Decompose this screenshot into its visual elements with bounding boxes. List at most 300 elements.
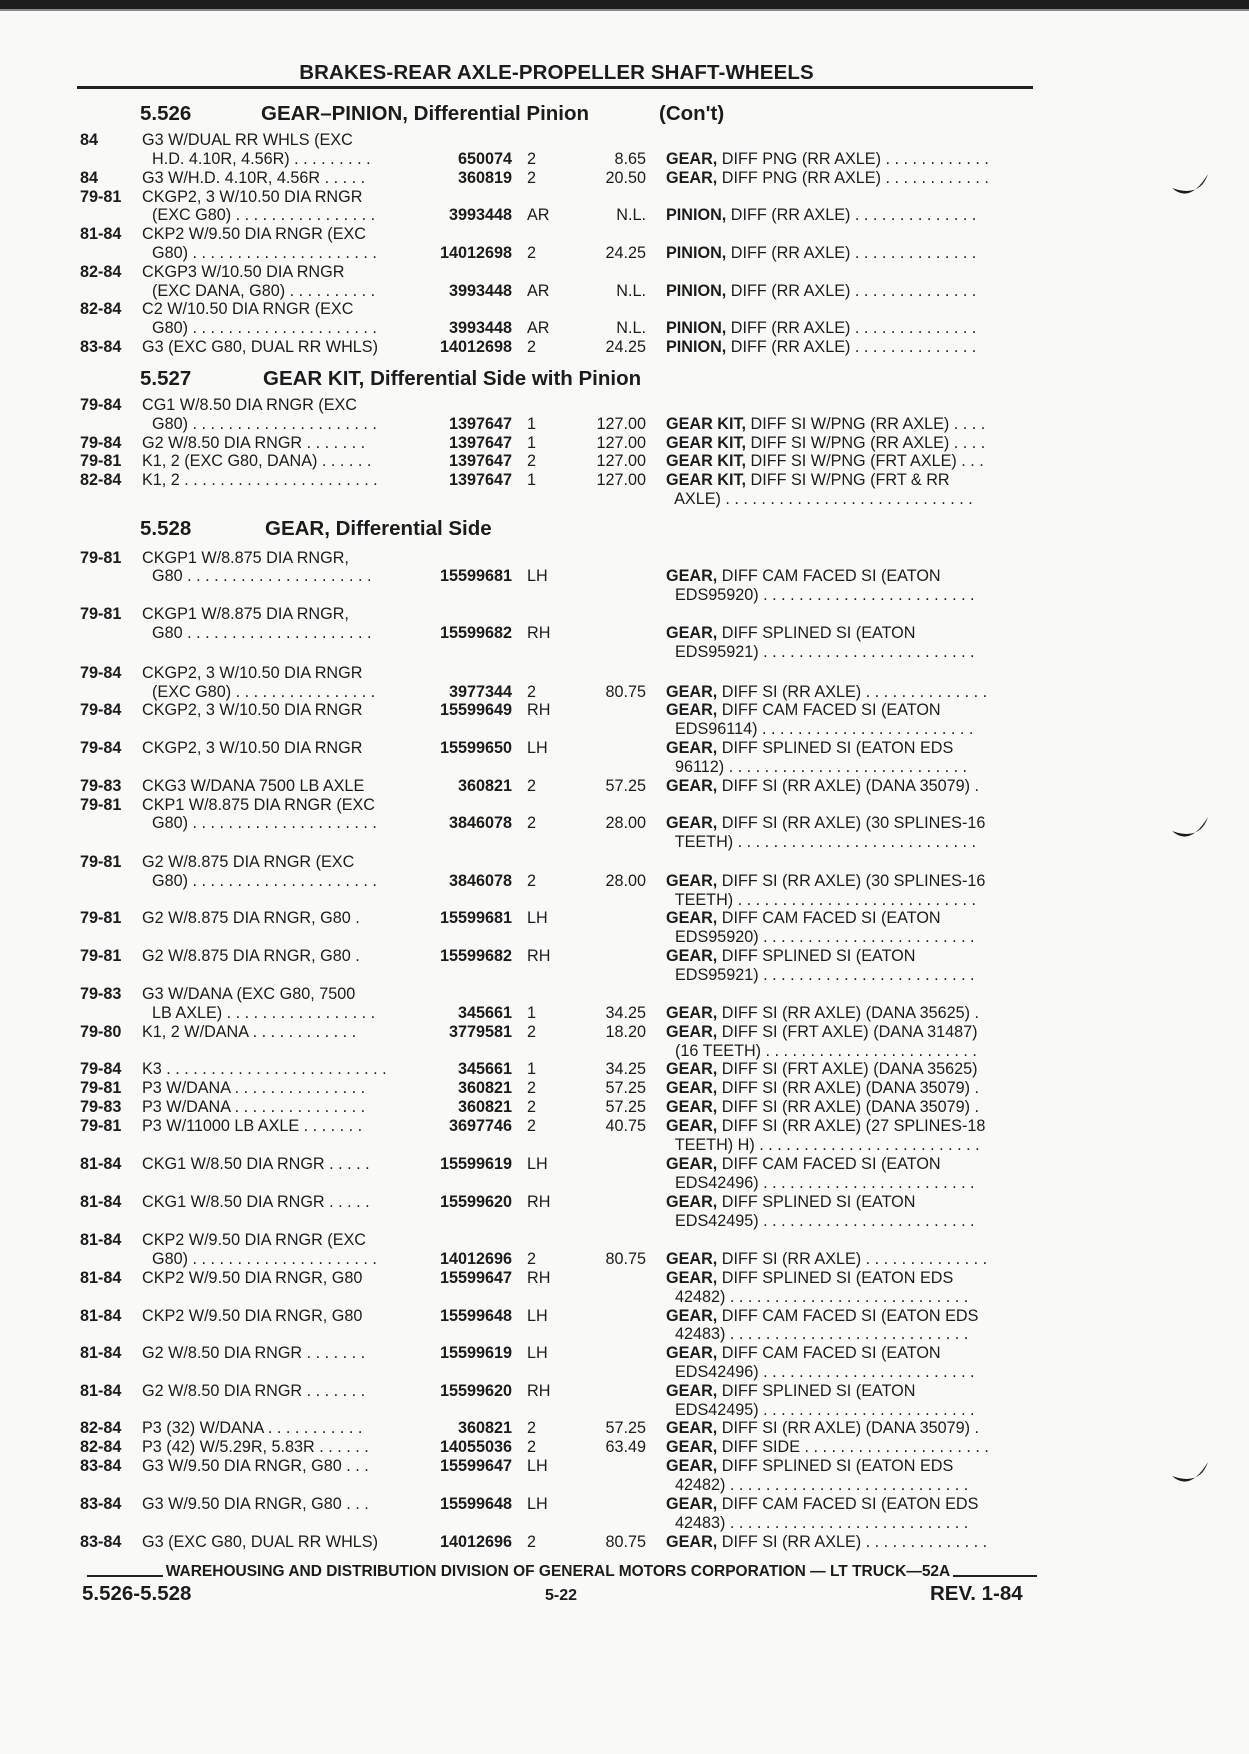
model-years: 79-81: [80, 1079, 122, 1097]
list-item: [0, 853, 1040, 872]
part-description-text: DIFF SPLINED SI (EATON: [717, 947, 916, 965]
model-application: CKGP2, 3 W/10.50 DIA RNGR: [142, 188, 363, 206]
quantity: RH: [527, 1269, 551, 1287]
list-price: 24.25: [605, 338, 646, 356]
list-item: [0, 664, 1040, 683]
part-description: [666, 1042, 1036, 1061]
model-years: 79-81: [80, 188, 122, 206]
section-number: 5.526: [140, 102, 192, 125]
quantity: AR: [527, 319, 550, 337]
model-application: K1, 2 (EXC G80, DANA) . . . . . .: [142, 452, 372, 470]
model-years: 79-84: [80, 1060, 122, 1078]
quantity: LH: [527, 1495, 548, 1513]
list-item: [0, 1231, 1040, 1250]
part-number: 3993448: [448, 282, 512, 300]
list-price: 80.75: [605, 1250, 646, 1268]
model-application: H.D. 4.10R, 4.56R) . . . . . . . . .: [152, 150, 371, 168]
part-noun: GEAR,: [666, 814, 718, 832]
part-description: [666, 683, 1036, 702]
part-description-text: DIFF SI W/PNG (RR AXLE) . . . .: [746, 434, 986, 452]
part-description: [666, 1344, 1036, 1363]
quantity: 1: [527, 434, 537, 452]
model-application: G3 (EXC G80, DUAL RR WHLS): [142, 338, 378, 356]
section-continued: (Con't): [659, 102, 725, 125]
part-description: [666, 909, 1036, 928]
model-years: 79-84: [80, 701, 122, 719]
part-number: 3779581: [448, 1023, 512, 1041]
model-years: 83-84: [80, 338, 122, 356]
part-noun: GEAR,: [666, 1307, 718, 1325]
model-application: K1, 2 W/DANA . . . . . . . . . . . .: [142, 1023, 357, 1041]
part-number: 3846078: [448, 814, 512, 832]
part-noun: GEAR,: [666, 624, 718, 642]
model-years: 82-84: [80, 300, 122, 318]
model-application: (EXC G80) . . . . . . . . . . . . . . . .: [152, 206, 376, 224]
part-noun: PINION,: [666, 282, 727, 300]
list-item: [0, 720, 1040, 739]
list-item: [0, 701, 1040, 720]
list-price: 28.00: [605, 814, 646, 832]
model-years: 79-83: [80, 1098, 122, 1116]
list-item: [0, 1307, 1040, 1326]
part-description: [666, 1269, 1036, 1288]
part-description-text: DIFF (RR AXLE) . . . . . . . . . . . . . .: [726, 244, 977, 262]
quantity: 2: [527, 872, 537, 890]
model-years: 83-84: [80, 1533, 122, 1551]
list-price: 127.00: [596, 434, 646, 452]
list-item: [0, 947, 1040, 966]
list-price: 63.49: [605, 1438, 646, 1456]
list-item: [0, 1117, 1040, 1136]
part-description: [666, 720, 1036, 739]
part-noun: GEAR,: [666, 777, 718, 795]
part-number: 15599647: [439, 1269, 512, 1287]
quantity: RH: [527, 624, 551, 642]
model-application: CKGP2, 3 W/10.50 DIA RNGR: [142, 664, 363, 682]
list-item: [0, 1098, 1040, 1117]
model-years: 81-84: [80, 1307, 122, 1325]
part-description: [666, 833, 1036, 852]
model-application: CKG1 W/8.50 DIA RNGR . . . . .: [142, 1193, 370, 1211]
model-application: LB AXLE) . . . . . . . . . . . . . . . . .: [152, 1004, 376, 1022]
list-item: [0, 396, 1040, 415]
list-item: [0, 1325, 1040, 1344]
list-item: [0, 586, 1040, 605]
model-application: CKGP1 W/8.875 DIA RNGR,: [142, 549, 349, 567]
list-price: 34.25: [605, 1060, 646, 1078]
quantity: LH: [527, 739, 548, 757]
list-price: 57.25: [605, 777, 646, 795]
model-application: G80) . . . . . . . . . . . . . . . . . . . . .: [152, 415, 377, 433]
quantity: LH: [527, 909, 548, 927]
list-item: [0, 1042, 1040, 1061]
quantity: RH: [527, 947, 551, 965]
part-description: [666, 567, 1036, 586]
part-description-text: DIFF SI (RR AXLE) (DANA 35079) .: [717, 777, 980, 795]
quantity: 1: [527, 1004, 537, 1022]
quantity: 1: [527, 415, 537, 433]
part-description-text: DIFF SI (RR AXLE) (DANA 35079) .: [717, 1419, 980, 1437]
quantity: 2: [527, 1023, 537, 1041]
part-description-text: DIFF SI (FRT AXLE) (DANA 35625): [717, 1060, 978, 1078]
quantity: 2: [527, 1250, 537, 1268]
part-description-text: EDS95921) . . . . . . . . . . . . . . . . . . . . . . . .: [666, 966, 975, 984]
model-application: P3 W/DANA . . . . . . . . . . . . . . .: [142, 1098, 366, 1116]
model-application: P3 (32) W/DANA . . . . . . . . . . .: [142, 1419, 363, 1437]
quantity: LH: [527, 1457, 548, 1475]
model-application: G2 W/8.875 DIA RNGR, G80 .: [142, 947, 360, 965]
footer-division-text: WAREHOUSING AND DISTRIBUTION DIVISION OF GENERAL MOTORS CORPORATION — LT TRUCK—52A: [163, 1563, 954, 1580]
part-noun: GEAR,: [666, 947, 718, 965]
list-price: 20.50: [605, 169, 646, 187]
punch-hole-shadow: [1170, 1458, 1210, 1492]
part-noun: GEAR,: [666, 872, 718, 890]
part-description: [666, 319, 1036, 338]
list-item: [0, 1457, 1040, 1476]
quantity: RH: [527, 701, 551, 719]
part-noun: GEAR,: [666, 567, 718, 585]
list-item: [0, 909, 1040, 928]
part-description: [666, 169, 1036, 188]
quantity: 2: [527, 1533, 537, 1551]
model-application: (EXC G80) . . . . . . . . . . . . . . . .: [152, 683, 376, 701]
list-item: [0, 1514, 1040, 1533]
page-header-title: BRAKES-REAR AXLE-PROPELLER SHAFT-WHEELS: [299, 61, 814, 84]
part-description: [666, 471, 1036, 490]
list-item: [0, 928, 1040, 947]
part-description: [666, 701, 1036, 720]
part-description-text: DIFF SPLINED SI (EATON: [717, 624, 916, 642]
list-item: [0, 1136, 1040, 1155]
part-number: 15599619: [439, 1155, 512, 1173]
list-price: 57.25: [605, 1079, 646, 1097]
part-description-text: DIFF SI (RR AXLE) (30 SPLINES-16: [717, 872, 986, 890]
model-years: 79-84: [80, 739, 122, 757]
list-price: 80.75: [605, 683, 646, 701]
list-item: [0, 225, 1040, 244]
list-price: 28.00: [605, 872, 646, 890]
model-application: CKP2 W/9.50 DIA RNGR, G80: [142, 1269, 363, 1287]
scan-top-edge-shadow: [0, 9, 1249, 11]
part-number: 360821: [457, 1419, 512, 1437]
model-application: CKG3 W/DANA 7500 LB AXLE: [142, 777, 365, 795]
part-description-text: DIFF SI W/PNG (RR AXLE) . . . .: [746, 415, 986, 433]
model-application: CKP1 W/8.875 DIA RNGR (EXC: [142, 796, 375, 814]
footer-division: [77, 1563, 1039, 1581]
part-description: [666, 1363, 1036, 1382]
footer-section-range: 5.526-5.528: [82, 1582, 192, 1605]
section-title: GEAR, Differential Side: [265, 517, 492, 540]
list-item: [0, 777, 1040, 796]
model-years: 82-84: [80, 1438, 122, 1456]
section-title: GEAR–PINION, Differential Pinion: [261, 102, 590, 125]
part-description: [666, 928, 1036, 947]
section-title: GEAR KIT, Differential Side with Pinion: [263, 367, 642, 390]
part-description: [666, 643, 1036, 662]
part-description-text: DIFF PNG (RR AXLE) . . . . . . . . . . . .: [717, 169, 989, 187]
part-description: [666, 1079, 1036, 1098]
list-item: [0, 1363, 1040, 1382]
list-item: [0, 624, 1040, 643]
scan-top-edge: [0, 0, 1249, 9]
part-noun: GEAR,: [666, 1004, 718, 1022]
list-item: [0, 1288, 1040, 1307]
model-years: 83-84: [80, 1495, 122, 1513]
part-description: [666, 1419, 1036, 1438]
quantity: 2: [527, 814, 537, 832]
model-years: 79-81: [80, 452, 122, 470]
part-noun: GEAR,: [666, 1382, 718, 1400]
model-years: 79-83: [80, 777, 122, 795]
list-item: [0, 150, 1040, 169]
part-noun: GEAR,: [666, 1344, 718, 1362]
model-years: 79-84: [80, 434, 122, 452]
part-description-text: DIFF SPLINED SI (EATON: [717, 1193, 916, 1211]
part-noun: GEAR,: [666, 1438, 718, 1456]
part-number: 345661: [457, 1004, 512, 1022]
part-number: 360821: [457, 1098, 512, 1116]
list-item: [0, 1533, 1040, 1552]
model-application: G3 (EXC G80, DUAL RR WHLS): [142, 1533, 378, 1551]
part-description: [666, 338, 1036, 357]
part-number: 14012696: [439, 1250, 512, 1268]
list-item: [0, 814, 1040, 833]
list-item: [0, 1401, 1040, 1420]
part-number: 14055036: [439, 1438, 512, 1456]
part-noun: GEAR,: [666, 1079, 718, 1097]
model-application: CKGP2, 3 W/10.50 DIA RNGR: [142, 739, 363, 757]
part-description-text: DIFF SI W/PNG (FRT & RR: [746, 471, 950, 489]
part-noun: GEAR,: [666, 739, 718, 757]
part-number: 3697746: [448, 1117, 512, 1135]
list-item: [0, 1023, 1040, 1042]
list-price: 34.25: [605, 1004, 646, 1022]
list-item: [0, 985, 1040, 1004]
part-noun: PINION,: [666, 319, 727, 337]
list-item: [0, 549, 1040, 568]
list-item: [0, 966, 1040, 985]
part-number: 360819: [457, 169, 512, 187]
part-number: 15599620: [439, 1193, 512, 1211]
part-description: [666, 1023, 1036, 1042]
part-noun: GEAR KIT,: [666, 415, 747, 433]
part-description: [666, 1495, 1036, 1514]
list-price: N.L.: [616, 206, 646, 224]
model-years: 79-80: [80, 1023, 122, 1041]
list-item: [0, 1344, 1040, 1363]
part-description: [666, 1004, 1036, 1023]
part-description-text: EDS42496) . . . . . . . . . . . . . . . . . . . . . . . .: [666, 1174, 975, 1192]
model-application: G80 . . . . . . . . . . . . . . . . . . . . .: [152, 567, 372, 585]
part-description: [666, 1155, 1036, 1174]
part-description-text: EDS42495) . . . . . . . . . . . . . . . . . . . . . . . .: [666, 1401, 975, 1419]
list-item: [0, 263, 1040, 282]
part-number: 15599681: [439, 567, 512, 585]
model-application: CKGP3 W/10.50 DIA RNGR: [142, 263, 345, 281]
part-noun: PINION,: [666, 244, 727, 262]
part-noun: GEAR,: [666, 1457, 718, 1475]
part-description-text: DIFF SI (RR AXLE) (DANA 35079) .: [717, 1098, 980, 1116]
part-description-text: DIFF SI (RR AXLE) . . . . . . . . . . . . . .: [717, 683, 988, 701]
part-number: 360821: [457, 1079, 512, 1097]
part-description: [666, 1438, 1036, 1457]
part-description-text: DIFF CAM FACED SI (EATON: [717, 567, 941, 585]
list-item: [0, 471, 1040, 490]
model-application: CKG1 W/8.50 DIA RNGR . . . . .: [142, 1155, 370, 1173]
quantity: 1: [527, 471, 537, 489]
part-number: 15599648: [439, 1495, 512, 1513]
part-number: 1397647: [448, 452, 512, 470]
list-item: [0, 1155, 1040, 1174]
part-description: [666, 1382, 1036, 1401]
quantity: AR: [527, 282, 550, 300]
part-description-text: DIFF CAM FACED SI (EATON EDS: [717, 1495, 979, 1513]
list-item: [0, 1438, 1040, 1457]
part-noun: GEAR,: [666, 150, 718, 168]
part-description-text: DIFF SI (RR AXLE) (DANA 35079) .: [717, 1079, 980, 1097]
list-item: [0, 1004, 1040, 1023]
list-item: [0, 1174, 1040, 1193]
list-price: 127.00: [596, 471, 646, 489]
model-application: G80) . . . . . . . . . . . . . . . . . . . . .: [152, 814, 377, 832]
list-item: [0, 1193, 1040, 1212]
part-number: 15599682: [439, 624, 512, 642]
part-description: [666, 1212, 1036, 1231]
part-noun: GEAR,: [666, 1155, 718, 1173]
quantity: RH: [527, 1193, 551, 1211]
part-noun: PINION,: [666, 206, 727, 224]
list-item: [0, 796, 1040, 815]
part-description: [666, 282, 1036, 301]
model-years: 81-84: [80, 1269, 122, 1287]
part-description-text: DIFF (RR AXLE) . . . . . . . . . . . . . .: [726, 338, 977, 356]
part-description-text: 42482) . . . . . . . . . . . . . . . . . . . . . . . . . . .: [666, 1288, 969, 1306]
list-item: [0, 1269, 1040, 1288]
part-description: [666, 1174, 1036, 1193]
quantity: 2: [527, 244, 537, 262]
quantity: 2: [527, 169, 537, 187]
part-noun: GEAR,: [666, 1117, 718, 1135]
model-application: G3 W/9.50 DIA RNGR, G80 . . .: [142, 1457, 369, 1475]
list-price: 57.25: [605, 1098, 646, 1116]
part-description: [666, 1514, 1036, 1533]
list-price: 127.00: [596, 415, 646, 433]
part-description: [666, 490, 1036, 509]
part-description-text: DIFF CAM FACED SI (EATON: [717, 1344, 941, 1362]
quantity: 2: [527, 1117, 537, 1135]
part-noun: GEAR,: [666, 169, 718, 187]
part-number: 15599619: [439, 1344, 512, 1362]
model-application: CKP2 W/9.50 DIA RNGR, G80: [142, 1307, 363, 1325]
part-description: [666, 1250, 1036, 1269]
part-number: 15599620: [439, 1382, 512, 1400]
quantity: 2: [527, 683, 537, 701]
list-item: [0, 1250, 1040, 1269]
part-description-text: EDS42495) . . . . . . . . . . . . . . . . . . . . . . . .: [666, 1212, 975, 1230]
model-years: 79-83: [80, 985, 122, 1003]
part-description-text: EDS95921) . . . . . . . . . . . . . . . . . . . . . . . .: [666, 643, 975, 661]
part-description-text: DIFF SI (RR AXLE) (DANA 35625) .: [717, 1004, 980, 1022]
part-noun: GEAR,: [666, 1060, 718, 1078]
model-years: 79-81: [80, 605, 122, 623]
model-years: 81-84: [80, 1231, 122, 1249]
model-years: 81-84: [80, 1193, 122, 1211]
part-number: 3846078: [448, 872, 512, 890]
quantity: 2: [527, 777, 537, 795]
model-application: G80) . . . . . . . . . . . . . . . . . . . . .: [152, 244, 377, 262]
model-application: CG1 W/8.50 DIA RNGR (EXC: [142, 396, 357, 414]
part-description: [666, 1288, 1036, 1307]
part-noun: GEAR KIT,: [666, 452, 747, 470]
model-application: G80) . . . . . . . . . . . . . . . . . . . . .: [152, 319, 377, 337]
part-description-text: 96112) . . . . . . . . . . . . . . . . . . . . . . . . . . .: [666, 758, 968, 776]
quantity: 2: [527, 338, 537, 356]
part-description: [666, 452, 1036, 471]
part-description: [666, 872, 1036, 891]
model-years: 82-84: [80, 471, 122, 489]
list-item: [0, 282, 1040, 301]
quantity: AR: [527, 206, 550, 224]
quantity: LH: [527, 1307, 548, 1325]
quantity: 2: [527, 1098, 537, 1116]
punch-hole-shadow: [1170, 170, 1210, 204]
list-item: [0, 605, 1040, 624]
part-description-text: DIFF SPLINED SI (EATON EDS: [717, 739, 954, 757]
part-number: 14012696: [439, 1533, 512, 1551]
part-noun: GEAR,: [666, 1533, 718, 1551]
model-years: 81-84: [80, 1344, 122, 1362]
list-item: [0, 1060, 1040, 1079]
model-application: G2 W/8.875 DIA RNGR, G80 .: [142, 909, 360, 927]
part-description: [666, 1136, 1036, 1155]
quantity: 2: [527, 1438, 537, 1456]
list-item: [0, 169, 1040, 188]
part-description-text: AXLE) . . . . . . . . . . . . . . . . . . . . . . . . . . . .: [666, 490, 973, 508]
part-description-text: EDS95920) . . . . . . . . . . . . . . . . . . . . . . . .: [666, 928, 975, 946]
part-description: [666, 966, 1036, 985]
part-description-text: DIFF SI W/PNG (FRT AXLE) . . .: [746, 452, 984, 470]
part-noun: GEAR,: [666, 1193, 718, 1211]
part-description-text: TEETH) H) . . . . . . . . . . . . . . . . . . . . . . . . .: [666, 1136, 980, 1154]
part-description: [666, 586, 1036, 605]
model-application: G2 W/8.50 DIA RNGR . . . . . . .: [142, 1382, 366, 1400]
part-number: 3977344: [448, 683, 512, 701]
model-application: P3 W/DANA . . . . . . . . . . . . . . .: [142, 1079, 366, 1097]
part-description-text: 42482) . . . . . . . . . . . . . . . . . . . . . . . . . . .: [666, 1476, 969, 1494]
part-description: [666, 739, 1036, 758]
model-application: P3 W/11000 LB AXLE . . . . . . .: [142, 1117, 363, 1135]
part-noun: GEAR,: [666, 1098, 718, 1116]
model-years: 79-81: [80, 947, 122, 965]
quantity: LH: [527, 567, 548, 585]
list-price: 24.25: [605, 244, 646, 262]
part-description: [666, 814, 1036, 833]
quantity: 2: [527, 150, 537, 168]
model-years: 82-84: [80, 263, 122, 281]
list-item: [0, 1079, 1040, 1098]
part-description: [666, 206, 1036, 225]
list-item: [0, 188, 1040, 207]
model-years: 79-84: [80, 664, 122, 682]
model-application: G80 . . . . . . . . . . . . . . . . . . . . .: [152, 624, 372, 642]
list-item: [0, 452, 1040, 471]
part-description: [666, 1325, 1036, 1344]
model-years: 82-84: [80, 1419, 122, 1437]
part-description: [666, 758, 1036, 777]
model-years: 81-84: [80, 1382, 122, 1400]
list-item: [0, 643, 1040, 662]
model-years: 79-81: [80, 796, 122, 814]
